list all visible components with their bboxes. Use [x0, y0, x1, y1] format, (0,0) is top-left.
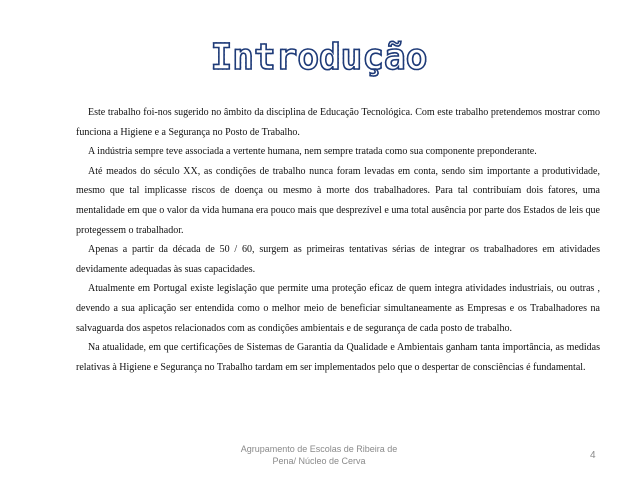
page-title: Introdução — [210, 37, 428, 78]
paragraph-4: Apenas a partir da década de 50 / 60, surgem as primeiras tentativas sérias de integrar os trabalhadores em atividades devidamente adequadas às suas capacidades. — [76, 244, 600, 275]
paragraph-2: A indústria sempre teve associada a vertente humana, nem sempre tratada como sua componente preponderante. — [88, 146, 537, 158]
paragraph-6: Na atualidade, em que certificações de Sistemas de Garantia da Qualidade e Ambientais ganham tanta importância, as medidas relativas à Higiene e Segurança no Trabalho tardam em ser implementados pelo que o despertar de consciências é fundamental. — [76, 342, 600, 373]
title-area — [0, 36, 638, 80]
document-body — [76, 103, 600, 377]
paragraph-1: Este trabalho foi-nos sugerido no âmbito da disciplina de Educação Tecnológica. Com este trabalho pretendemos mostrar como funciona a Higiene e a Segurança no Posto de Trabalho. — [76, 107, 600, 138]
paragraph-5: Atualmente em Portugal existe legislação que permite uma proteção eficaz de quem integra atividades industriais, ou outras , devendo a sua aplicação ser entendida como o melhor meio de beneficiar simultaneamente as Empresas e os Trabalhadores na salvaguarda dos aspetos relacionados com as condições ambientais e de segurança de cada posto de trabalho. — [76, 283, 600, 334]
footer-line-2: Pena/ Núcleo de Cerva — [272, 456, 366, 466]
footer-line-1: Agrupamento de Escolas de Ribeira de — [240, 444, 398, 454]
paragraph-3: Até meados do século XX, as condições de trabalho nunca foram levadas em conta, sendo sim importante a produtividade, mesmo que tal implicasse riscos de doença ou mesmo à morte dos trabalhadores. Para tal contribuíam dois fatores, uma mentalidade em que o valor da vida humana era pouco mais que desprezível e uma total ausência por parte dos Estados de leis que protegessem o trabalhador. — [76, 165, 600, 236]
page-number: 4 — [590, 450, 596, 461]
footer-text — [228, 443, 410, 467]
